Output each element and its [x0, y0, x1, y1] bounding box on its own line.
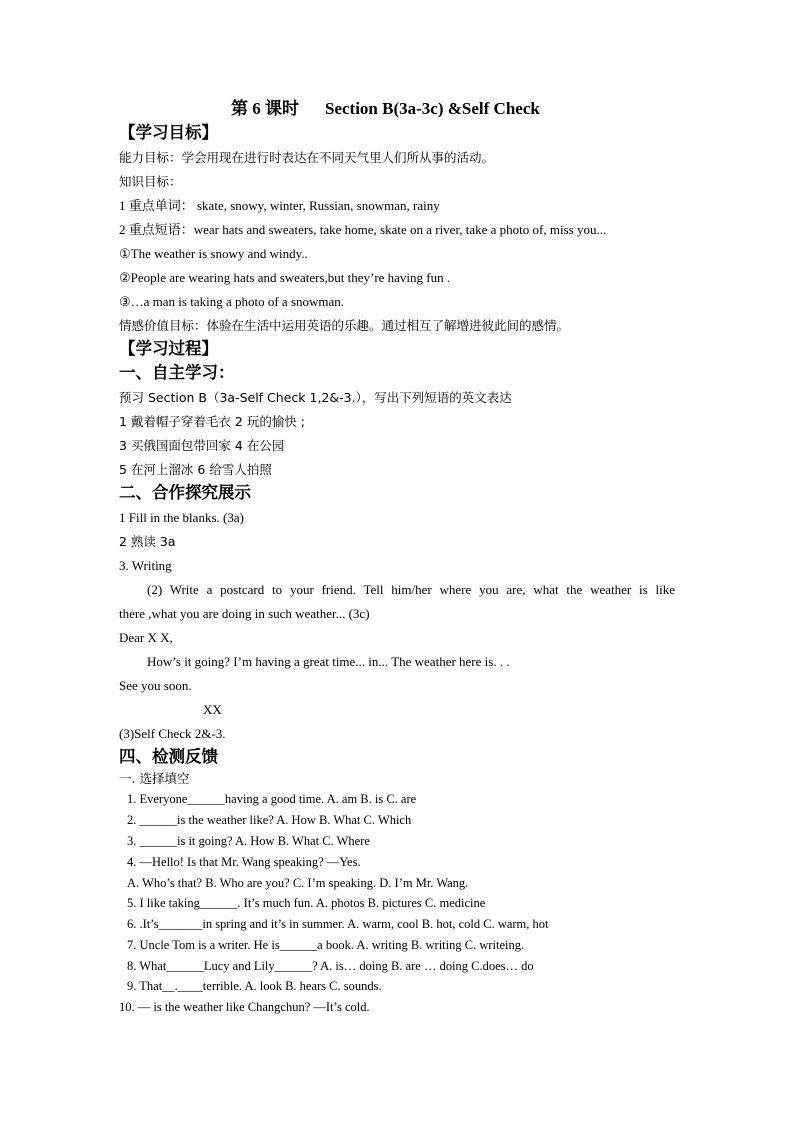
question: 6. .It’s_______in spring and it’s in summer. A. warm, cool B. hot, cold C. warm, hot [127, 917, 549, 931]
knowledge-objective-label: 知识目标： [119, 174, 182, 189]
question: 1. Everyone______having a good time. A. am B. is C. are [127, 792, 417, 806]
phrase-item: 5 在河上溜冰 6 给雪人拍照 [119, 462, 272, 477]
self-study-heading: 一、自主学习： [119, 363, 235, 382]
key-sentence: ①The weather is snowy and windy.. [119, 246, 308, 261]
letter-signature: XX [203, 702, 222, 717]
question: 3. ______is it going? A. How B. What C. Where [127, 834, 370, 848]
key-sentence: ②People are wearing hats and sweaters,but they’re having fun . [119, 270, 451, 285]
ability-objective: 能力目标：学会用现在进行时表达在不同天气里人们所从事的活动。 [119, 150, 495, 165]
key-phrases: 2 重点短语：wear hats and sweaters, take home, skate on a river, take a photo of, miss you... [119, 222, 607, 237]
lesson-number: 第 6 课时 [231, 99, 299, 118]
process-heading: 【学习过程】 [119, 339, 218, 358]
phrase-item: 1 戴着帽子穿着毛衣 2 玩的愉快 ; [119, 414, 306, 429]
question: 10. — is the weather like Changchun? —It’s cold. [119, 1000, 370, 1014]
writing-task: there ,what you are doing in such weather... (3c) [119, 606, 370, 621]
question: 7. Uncle Tom is a writer. He is______a book. A. writing B. writing C. writeing. [127, 938, 525, 952]
cooperation-heading: 二、合作探究展示 [119, 483, 251, 502]
task-item: 1 Fill in the blanks. (3a) [119, 510, 244, 525]
letter-body: How’s it going? I’m having a great time... in... The weather here is. . . [147, 654, 510, 669]
section-title: Section B(3a-3c) &Self Check [325, 99, 540, 118]
self-check-item: (3)Self Check 2&-3. [119, 726, 226, 741]
key-words: 1 重点单词： skate, snowy, winter, Russian, snowman, rainy [119, 198, 440, 213]
key-sentence: ③…a man is taking a photo of a snowman. [119, 294, 345, 309]
question: 9. That__.____terrible. A. look B. hears C. sounds. [127, 979, 382, 993]
phrase-item: 3 买俄国面包带回家 4 在公园 [119, 438, 285, 453]
feedback-heading: 四、检测反馈 [119, 747, 218, 766]
page-title [231, 99, 540, 119]
task-item: 2 熟读 3a [119, 534, 176, 549]
question-options: A. Who’s that? B. Who are you? C. I’m speaking. D. I’m Mr. Wang. [127, 876, 469, 890]
objectives-heading: 【学习目标】 [119, 123, 218, 142]
preview-instruction: 预习 Section B（3a-Self Check 1,2&-3.），写出下列短语的英文表达 [119, 390, 512, 405]
question: 5. I like taking______. It’s much fun. A. photos B. pictures C. medicine [127, 896, 486, 910]
letter-closing: See you soon. [119, 678, 192, 693]
writing-task: (2) Write a postcard to your friend. Tell him/her where you are, what the weather is like [147, 582, 675, 597]
letter-greeting: Dear X X, [119, 630, 173, 645]
question: 2. ______is the weather like? A. How B. What C. Which [127, 813, 412, 827]
emotion-objective: 情感价值目标：体验在生活中运用英语的乐趣。通过相互了解增进彼此间的感情。 [119, 318, 570, 333]
task-item: 3. Writing [119, 558, 172, 573]
multiple-choice-heading: 一. 选择填空 [119, 771, 190, 786]
question: 4. —Hello! Is that Mr. Wang speaking? —Yes. [127, 855, 361, 869]
question: 8. What______Lucy and Lily______? A. is… doing B. are … doing C.does… do [127, 959, 534, 973]
